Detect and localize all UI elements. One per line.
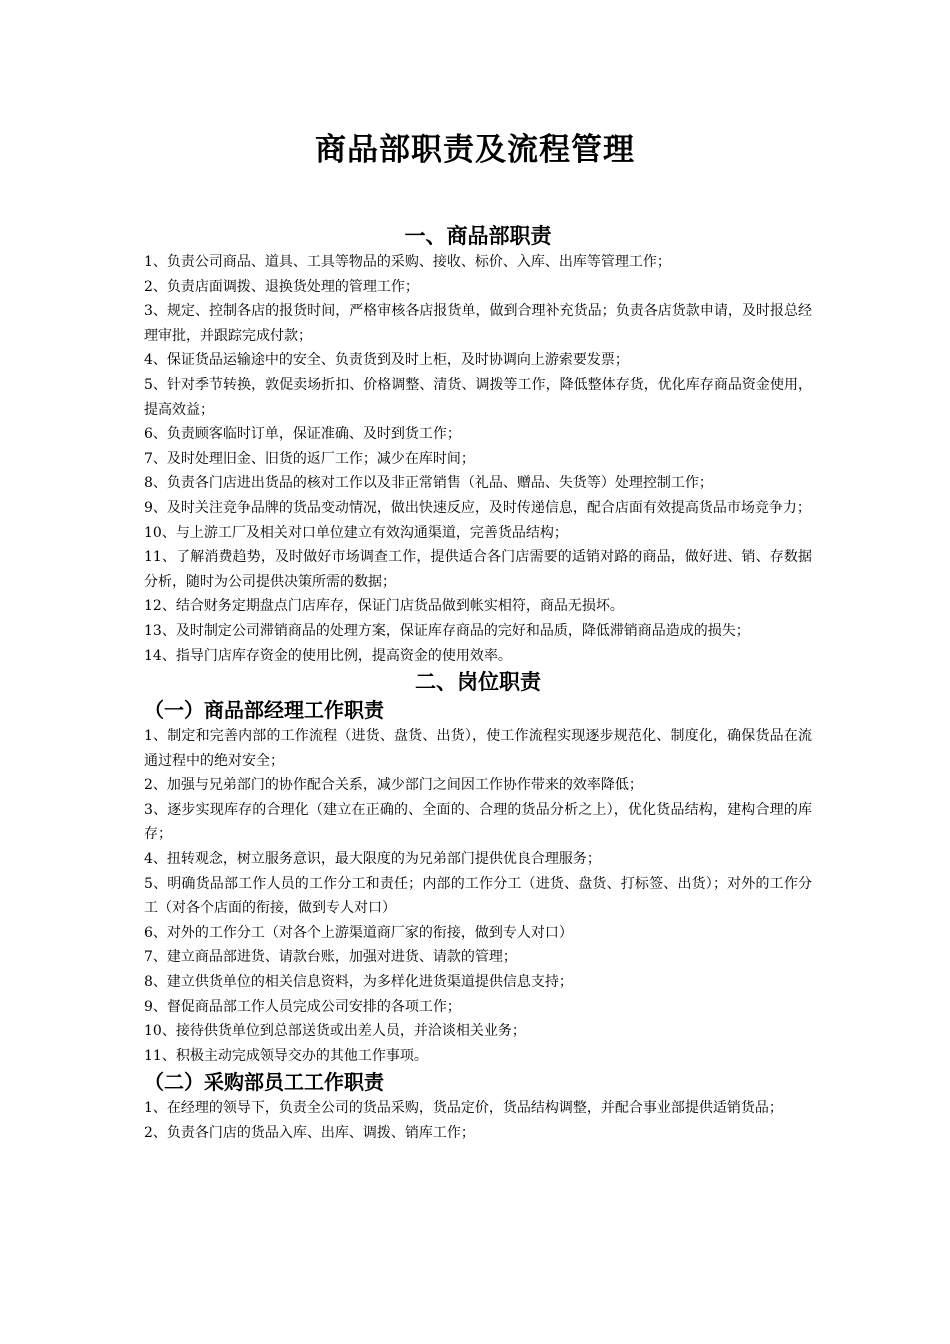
duty-item: 1、负责公司商品、道具、工具等物品的采购、接收、标价、入库、出库等管理工作；: [144, 254, 671, 270]
section-heading-duties: 一、商品部职责: [404, 224, 552, 248]
duty-item: 10、与上游工厂及相关对口单位建立有效沟通渠道，完善货品结构；: [144, 524, 568, 541]
duty-item: 4、保证货品运输途中的安全、负责货到及时上柜，及时协调向上游索要发票；: [144, 352, 629, 369]
purchasing-duty-item: 1、在经理的领导下，负责全公司的货品采购，货品定价，货品结构调整，并配合事业部提供适销货品；: [144, 1100, 783, 1117]
duty-item: 12、结合财务定期盘点门店库存，保证门店货品做到帐实相符，商品无损坏。: [144, 598, 624, 615]
duty-item: 14、指导门店库存资金的使用比例，提高资金的使用效率。: [144, 647, 512, 664]
manager-duty-item: 8、建立供货单位的相关信息资料，为多样化进货渠道提供信息支持；: [144, 974, 573, 991]
manager-duty-item: 2、加强与兄弟部门的协作配合关系，减少部门之间因工作协作带来的效率降低；: [144, 777, 643, 794]
document-title: 商品部职责及流程管理: [315, 132, 635, 168]
duty-item: 3、规定、控制各店的报货时间，严格审核各店报货单，做到合理补充货品；负责各店货款申请，及时报总经理审批，并跟踪完成付款；: [144, 303, 812, 344]
document-body: [144, 222, 812, 1146]
duty-item: 8、负责各门店进出货品的核对工作以及非正常销售（礼品、赠品、失货等）处理控制工作；: [144, 475, 713, 492]
subheading-purchasing-duties: （二）采购部员工工作职责: [144, 1070, 384, 1095]
manager-duty-item: 10、接待供货单位到总部送货或出差人员，并洽谈相关业务；: [144, 1023, 526, 1040]
manager-duty-item: 6、对外的工作分工（对各个上游渠道商厂家的衔接，做到专人对口）: [144, 924, 573, 941]
duty-item: 5、针对季节转换，敦促卖场折扣、价格调整、清货、调拨等工作，降低整体存货，优化库存商品资金使用，提高效益；: [144, 376, 812, 418]
manager-duty-item: 5、明确货品部工作人员的工作分工和责任；内部的工作分工（进货、盘货、打标签、出货）；对外的工作分工（对各个店面的衔接，做到专人对口）: [144, 875, 812, 917]
duty-item: 11、了解消费趋势，及时做好市场调查工作，提供适合各门店需要的适销对路的商品，做好进、销、存数据分析，随时为公司提供决策所需的数据；: [144, 549, 812, 590]
duty-item: 6、负责顾客临时订单，保证准确、及时到货工作；: [144, 426, 461, 443]
manager-duty-item: 11、积极主动完成领导交办的其他工作事项。: [144, 1047, 428, 1064]
duty-item: 13、及时制定公司滞销商品的处理方案，保证库存商品的完好和品质，降低滞销商品造成的损失；: [144, 622, 750, 639]
manager-duty-item: 7、建立商品部进货、请款台账，加强对进货、请款的管理；: [144, 949, 517, 966]
manager-duties-list: [144, 724, 812, 1068]
duty-item: 7、及时处理旧金、旧货的返厂工作；减少在库时间；: [144, 450, 475, 467]
section-heading-positions: 二、岗位职责: [415, 670, 541, 695]
manager-duty-item: 9、督促商品部工作人员完成公司安排的各项工作；: [144, 998, 461, 1015]
purchasing-duties-list: [144, 1096, 812, 1145]
manager-duty-item: 1、制定和完善内部的工作流程（进货、盘货、出货），使工作流程实现逐步规范化、制度化，确保货品在流通过程中的绝对安全；: [144, 728, 812, 769]
manager-duty-item: 3、逐步实现库存的合理化（建立在正确的、全面的、合理的货品分析之上），优化货品结构，建构合理的库存；: [144, 801, 812, 843]
section-duties-list: [144, 250, 812, 668]
purchasing-duty-item: 2、负责各门店的货品入库、出库、调拨、销库工作；: [144, 1125, 475, 1141]
duty-item: 2、负责店面调拨、退换货处理的管理工作；: [144, 278, 419, 295]
manager-duty-item: 4、扭转观念，树立服务意识，最大限度的为兄弟部门提供优良合理服务；: [144, 851, 601, 868]
subheading-manager-duties: （一）商品部经理工作职责: [144, 698, 384, 723]
duty-item: 9、及时关注竞争品牌的货品变动情况，做出快速反应，及时传递信息，配合店面有效提高货品市场竞争力；: [144, 499, 811, 516]
